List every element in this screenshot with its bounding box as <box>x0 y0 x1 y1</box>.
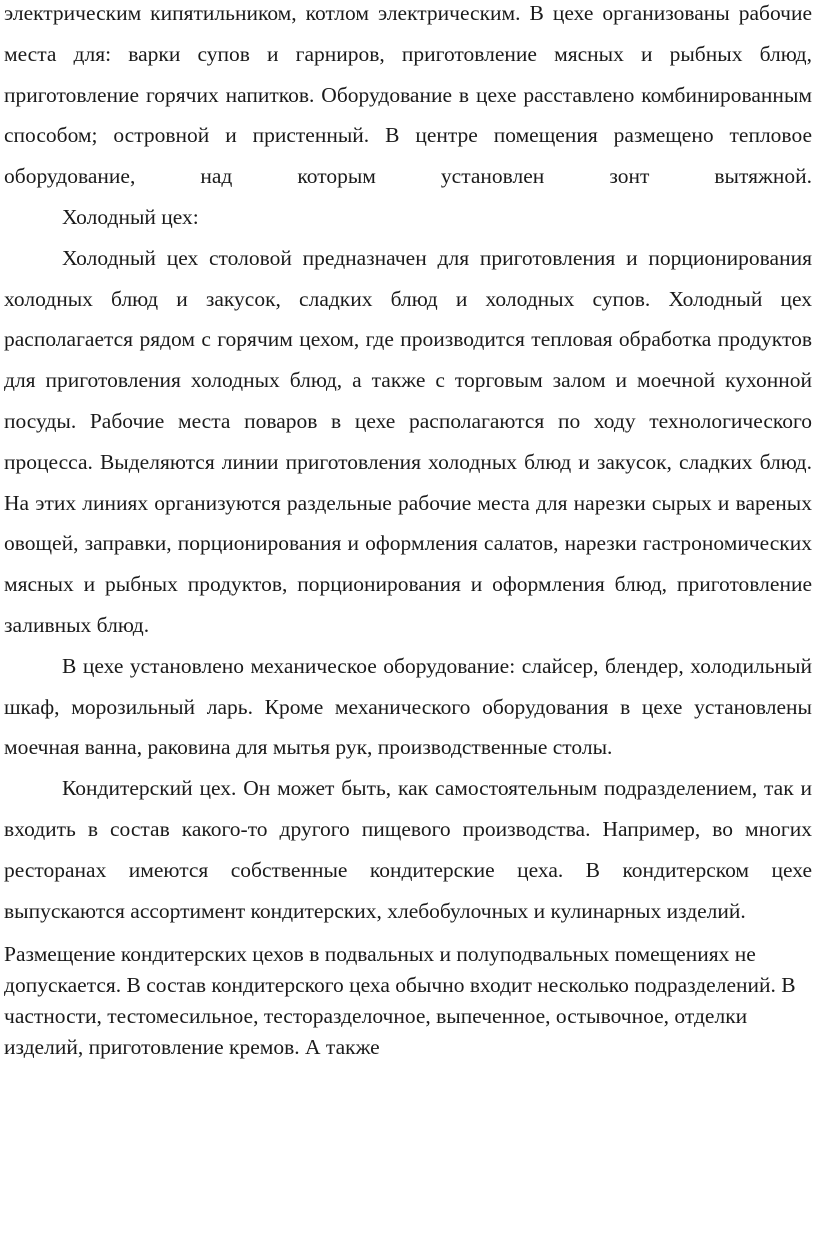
paragraph-confectionery-placement: Размещение кондитерских цехов в подвальных и полуподвальных помещениях не допускается. В состав кондитерского цеха обычно входит несколько подразделений. В частности, тестомесильное, тесторазделочное, выпеченное, остывочное, отделки изделий, приготовление кремов. А также <box>4 942 796 1060</box>
heading-cold-shop: Холодный цех: <box>62 204 199 229</box>
paragraph-confectionery-shop: Кондитерский цех. Он может быть, как самостоятельным подразделением, так и входить в состав какого-то другого пищевого производства. Например, во многих ресторанах имеются собственные кондитерские цеха. В кондитерском цехе выпускаются ассортимент кондитерских, хлебобулочных и кулинарных изделий. <box>4 776 812 923</box>
paragraph-cold-shop-equipment: В цехе установлено механическое оборудование: слайсер, блендер, холодильный шкаф, морозильный ларь. Кроме механического оборудования в цехе установлены моечная ванна, раковина для мытья рук, производственные столы. <box>4 653 812 760</box>
paragraph-hot-shop-equipment: электрическим кипятильником, котлом электрическим. В цехе организованы рабочие места для: варки супов и гарниров, приготовление мясных и рыбных блюд, приготовление горячих напитков. Оборудование в цехе расставлено комбинированным способом; островной и пристенный. В центре помещения размещено тепловое оборудование, над которым установлен зонт вытяжной. <box>4 1 812 189</box>
paragraph-cold-shop-description: Холодный цех столовой предназначен для приготовления и порционирования холодных блюд и закусок, сладких блюд и холодных супов. Холодный цех располагается рядом с горячим цехом, где производится тепловая обработка продуктов для приготовления холодных блюд, а также с торговым залом и моечной кухонной посуды. Рабочие места поваров в цехе располагаются по ходу технологического процесса. Выделяются линии приготовления холодных блюд и закусок, сладких блюд. На этих линиях организуются раздельные рабочие места для нарезки сырых и вареных овощей, заправки, порционирования и оформления салатов, нарезки гастрономических мясных и рыбных продуктов, порционирования и оформления блюд, приготовление заливных блюд. <box>4 245 812 637</box>
